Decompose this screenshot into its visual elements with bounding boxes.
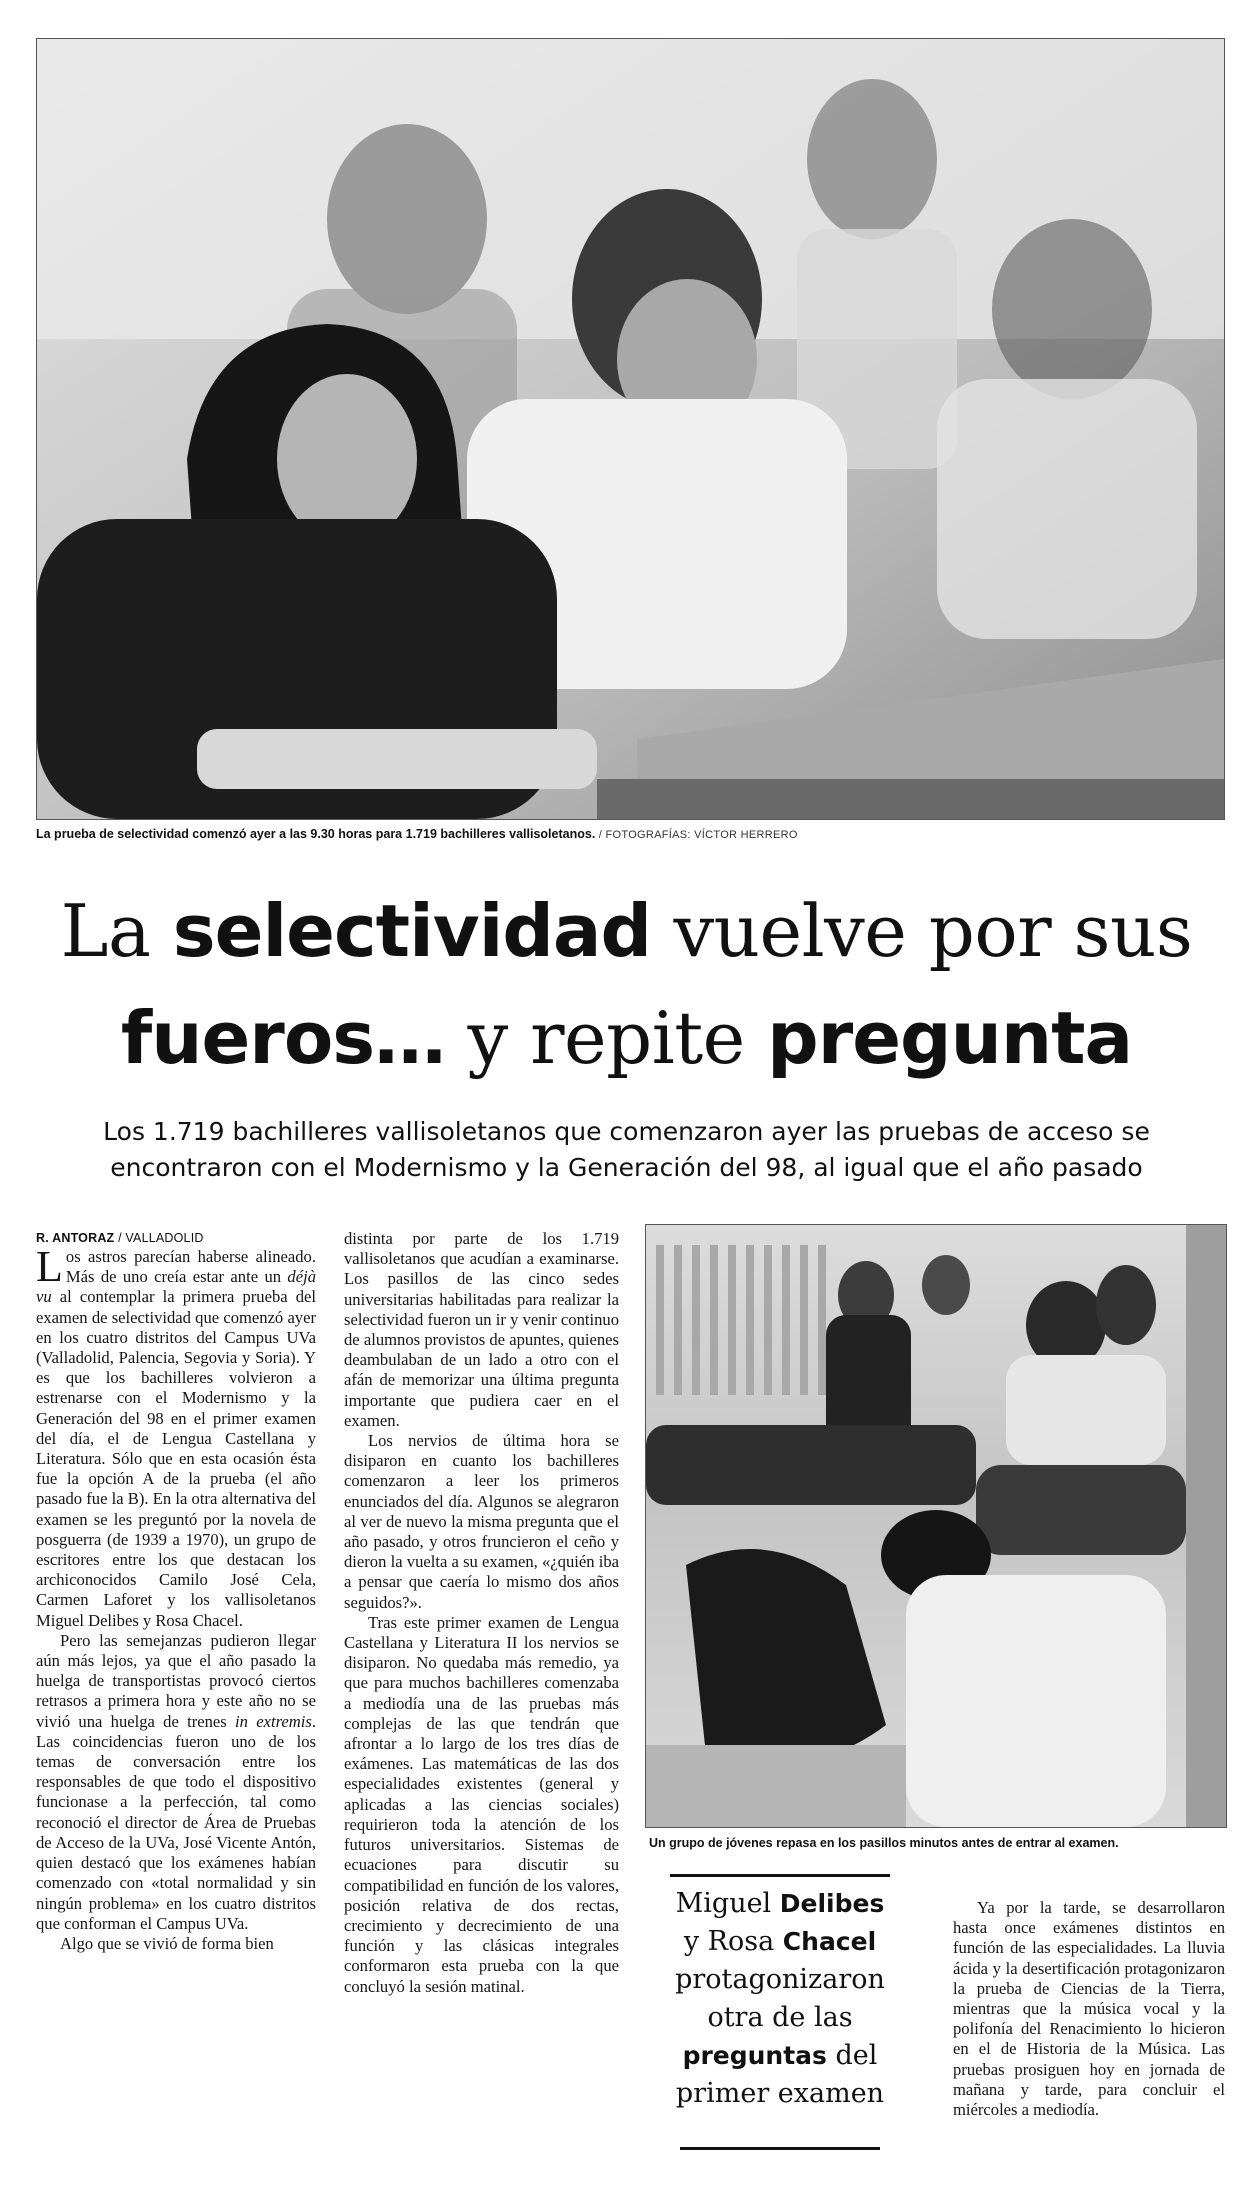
pullquote-top-rule xyxy=(670,1874,890,1877)
second-photo-caption: Un grupo de jóvenes repasa en los pasillos minutos antes de entrar al examen. xyxy=(649,1836,1119,1850)
deck-line-1: Los 1.719 bachilleres vallisoletanos que comenzaron ayer las pruebas de acceso se xyxy=(103,1117,1150,1146)
headline-part-bold: selectividad xyxy=(172,889,652,973)
italic-phrase: in extremis xyxy=(235,1711,312,1731)
paragraph: Los nervios de última hora se disiparon en cuanto los bachilleres comenzaron a leer los primeros enunciados del día. Algunos se alegraron al ver de nuevo la misma pregunta que el año pasado, y otros fruncieron el ceño y dieron la vuelta a su examen, «¿quién iba a pensar que caería lo mismo dos años seguidos?». xyxy=(344,1431,619,1612)
byline xyxy=(36,1229,316,1247)
deck-line-2: encontraron con el Modernismo y la Generación del 98, al igual que el año pasado xyxy=(110,1153,1143,1182)
paragraph-text: os astros parecían haberse alineado. Más de uno creía estar ante un xyxy=(65,1247,316,1287)
paragraph: distinta por parte de los 1.719 vallisoletanos que acudían a examinarse. Los pasillos de las cinco sedes universitarias habilitadas para realizar la selectividad fueron un ir y venir continuo de alumnos provistos de apuntes, quienes deambulaban de un lado a otro con el afán de memorizar una última pregunta importante que pudiera caer en el examen. xyxy=(344,1229,619,1430)
article-column-1 xyxy=(36,1229,316,1954)
byline-author: R. ANTORAZ xyxy=(36,1231,115,1245)
article-column-2 xyxy=(344,1229,619,1997)
main-photo xyxy=(36,38,1225,820)
headline-part-bold: pregunta xyxy=(767,996,1133,1080)
pullquote-text: protagonizaron otra de las xyxy=(675,1964,885,2033)
headline-part: La xyxy=(60,889,173,973)
byline-location: / VALLADOLID xyxy=(118,1231,204,1245)
paragraph xyxy=(36,1242,316,1631)
main-photo-caption xyxy=(36,827,798,841)
paragraph: Algo que se vivió de forma bien xyxy=(60,1933,274,1953)
headline-part: vuelve por sus xyxy=(651,889,1193,973)
paragraph xyxy=(36,1631,316,1934)
drop-cap: L xyxy=(36,1242,63,1291)
pullquote-bold: Chacel xyxy=(782,1927,877,1956)
headline-line-2 xyxy=(0,996,1253,1080)
italic-phrase: déjà vu xyxy=(36,1267,316,1307)
pullquote xyxy=(670,1885,890,2113)
article-column-4 xyxy=(953,1898,1225,2120)
paragraph: Tras este primer examen de Lengua Castellana y Literatura II los nervios se disiparon. No quedaba más remedio, ya que para muchos bachilleres comenzaba a mediodía una de las pruebas más complejas de las que tendrán que afrontar a lo largo de los tres días de exámenes. Las matemáticas de las dos especialidades existentes (general y aplicadas a las ciencias sociales) requirieron toda la atención de los futuros universitarios. Sistemas de ecuaciones para discutir su compatibilidad en función de los valores, posición relativa de dos rectas, crecimiento y decrecimiento de una función y las clásicas integrales conformaron esta prueba con la que concluyó la sesión matinal. xyxy=(344,1612,619,1996)
paragraph-text: . Las coincidencias fueron uno de los temas de conversación entre los responsables de que todo el dispositivo funcionase a la perfección, tal como reconoció el director de Área de Pruebas de Acceso de la UVa, José Vicente Antón, quien destacó que los exámenes habían comenzado con «total normalidad y sin ningún problema» en los cuatro distritos que conforman el Campus UVa. xyxy=(36,1711,317,1933)
deck xyxy=(0,1114,1253,1186)
pullquote-bold: Delibes xyxy=(779,1889,885,1918)
pullquote-bottom-rule xyxy=(680,2147,880,2150)
paragraph-text: al contemplar la primera prueba del examen de selectividad que comenzó ayer en los cuatro distritos del Campus UVa (Valladolid, Palencia, Segovia y Soria). Y es que los bachilleres volvieron a estrenarse con el Modernismo y la Generación del 98 en el primer examen del día, el de Lengua Castellana y Literatura. Sólo que en esta ocasión ésta fue la opción A de la prueba (el año pasado fue la B). En la otra alternativa del examen se les preguntó por la novela de posguerra (de 1939 a 1970), un grupo de escritores entre los que destacan los archiconocidos Camilo José Cela, Carmen Laforet y los vallisoletanos Miguel Delibes y Rosa Chacel. xyxy=(36,1287,316,1630)
headline-part: y repite xyxy=(445,996,768,1080)
headline-line-1 xyxy=(0,889,1253,973)
pullquote-bold: preguntas xyxy=(682,2041,827,2070)
main-photo-caption-text: La prueba de selectividad comenzó ayer a las 9.30 horas para 1.719 bachilleres vallisoletanos. xyxy=(36,827,596,841)
pullquote-text: del primer examen xyxy=(675,2040,885,2109)
second-photo xyxy=(645,1224,1227,1828)
students-exam-photo xyxy=(37,39,1224,819)
paragraph-text: Pero las semejanzas pudieron llegar aún más lejos, ya que el año pasado la huelga de transportistas provocó ciertos retrasos a primera hora y este año no se vivió una huelga de trenes xyxy=(36,1630,316,1731)
pullquote-text: Miguel xyxy=(675,1888,780,1919)
pullquote-text: y Rosa xyxy=(683,1926,783,1957)
paragraph: Ya por la tarde, se desarrollaron hasta once exámenes distintos en función de las especialidades. La lluvia ácida y la desertificación protagonizaron la prueba de Ciencias de la Tierra, mientras que la música vocal y la polifonía del Renacimiento lo hicieron en el de Historia de la Música. Las pruebas prosiguen hoy en jornada de mañana y tarde, para concluir el miércoles a mediodía. xyxy=(953,1898,1225,2120)
students-hallway-photo xyxy=(646,1225,1226,1827)
photo-credit: / FOTOGRAFÍAS: VÍCTOR HERRERO xyxy=(598,829,798,841)
headline-part-bold: fueros… xyxy=(120,996,446,1080)
